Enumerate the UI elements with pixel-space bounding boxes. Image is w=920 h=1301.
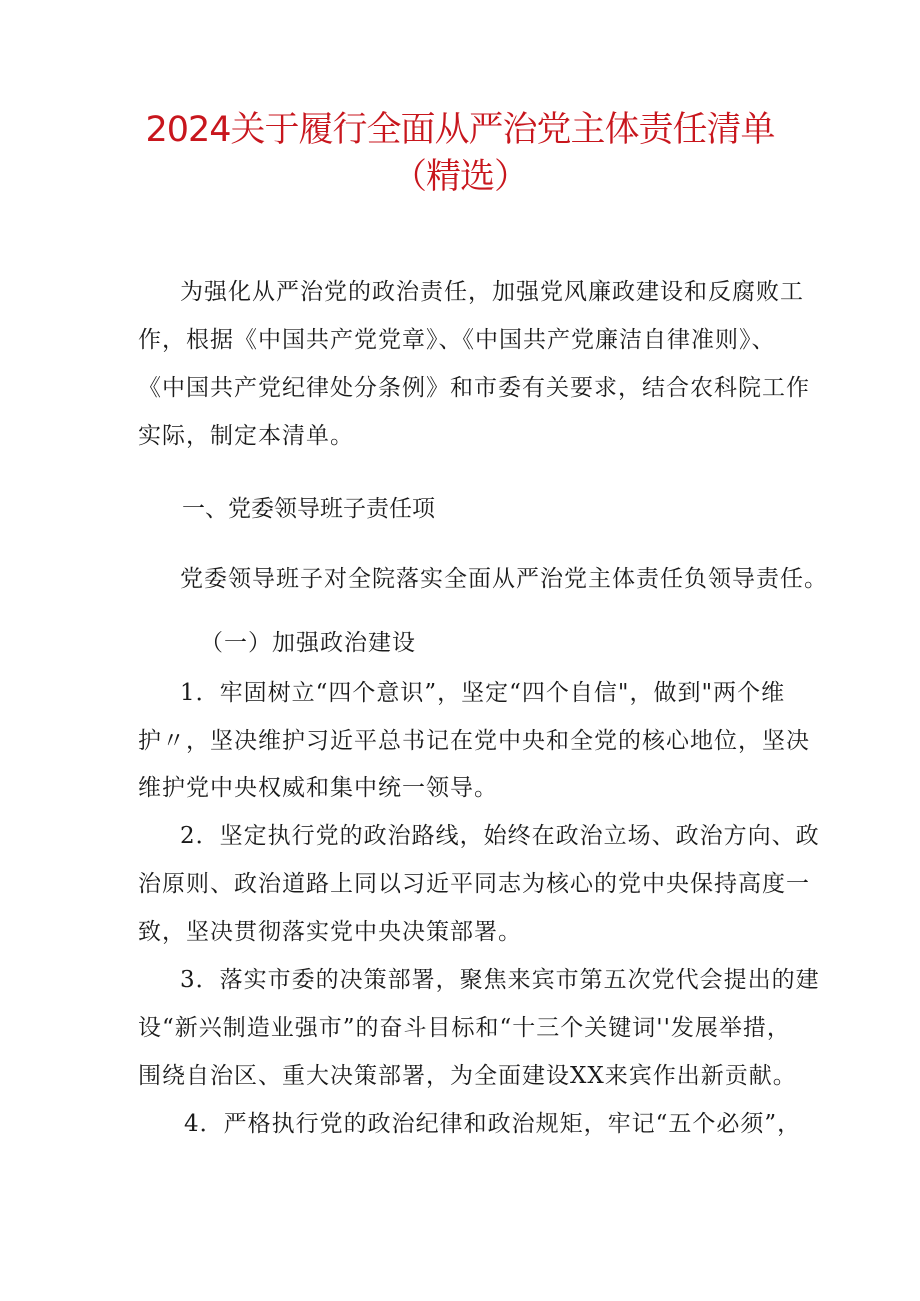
intro-line: 实际，制定本清单。: [138, 423, 354, 449]
document-subtitle: （精选）: [391, 157, 528, 197]
list-item-line: 3．落实市委的决策部署，聚焦来宾市第五次党代会提出的建: [180, 967, 820, 993]
intro-line: 作，根据《中国共产党党章》、《中国共产党廉洁自律准则》、: [138, 327, 776, 353]
list-item-line: 致，坚决贯彻落实党中央决策部署。: [138, 919, 522, 945]
intro-line: 《中国共产党纪律处分条例》和市委有关要求，结合农科院工作: [138, 375, 810, 401]
intro-line: 为强化从严治党的政治责任，加强党风廉政建设和反腐败工: [180, 279, 804, 305]
list-item-line: 维护党中央权威和集中统一领导。: [138, 775, 498, 801]
section-heading: 一、党委领导班子责任项: [182, 496, 435, 522]
list-item-line: 围绕自治区、重大决策部署，为全面建设XX来宾作出新贡献。: [138, 1063, 797, 1089]
list-item-line: 1．牢固树立“四个意识”，坚定“四个自信"，做到"两个维: [180, 680, 786, 706]
list-item-line: 4．严格执行党的政治纪律和政治规矩，牢记“五个必须”，: [184, 1111, 802, 1137]
list-item-line: 2．坚定执行党的政治路线，始终在政治立场、政治方向、政: [180, 823, 820, 849]
list-item-line: 治原则、政治道路上同以习近平同志为核心的党中央保持高度一: [138, 871, 810, 897]
list-item-line: 护〃，坚决维护习近平总书记在党中央和全党的核心地位，坚决: [138, 728, 810, 754]
section-paragraph: 党委领导班子对全院落实全面从严治党主体责任负领导责任。: [180, 566, 828, 592]
list-item-line: 设“新兴制造业强市”的奋斗目标和“十三个关键词''发展举措，: [138, 1015, 791, 1041]
document-title: 2024关于履行全面从严治党主体责任清单: [145, 110, 775, 150]
subsection-heading: （一）加强政治建设: [200, 630, 416, 656]
